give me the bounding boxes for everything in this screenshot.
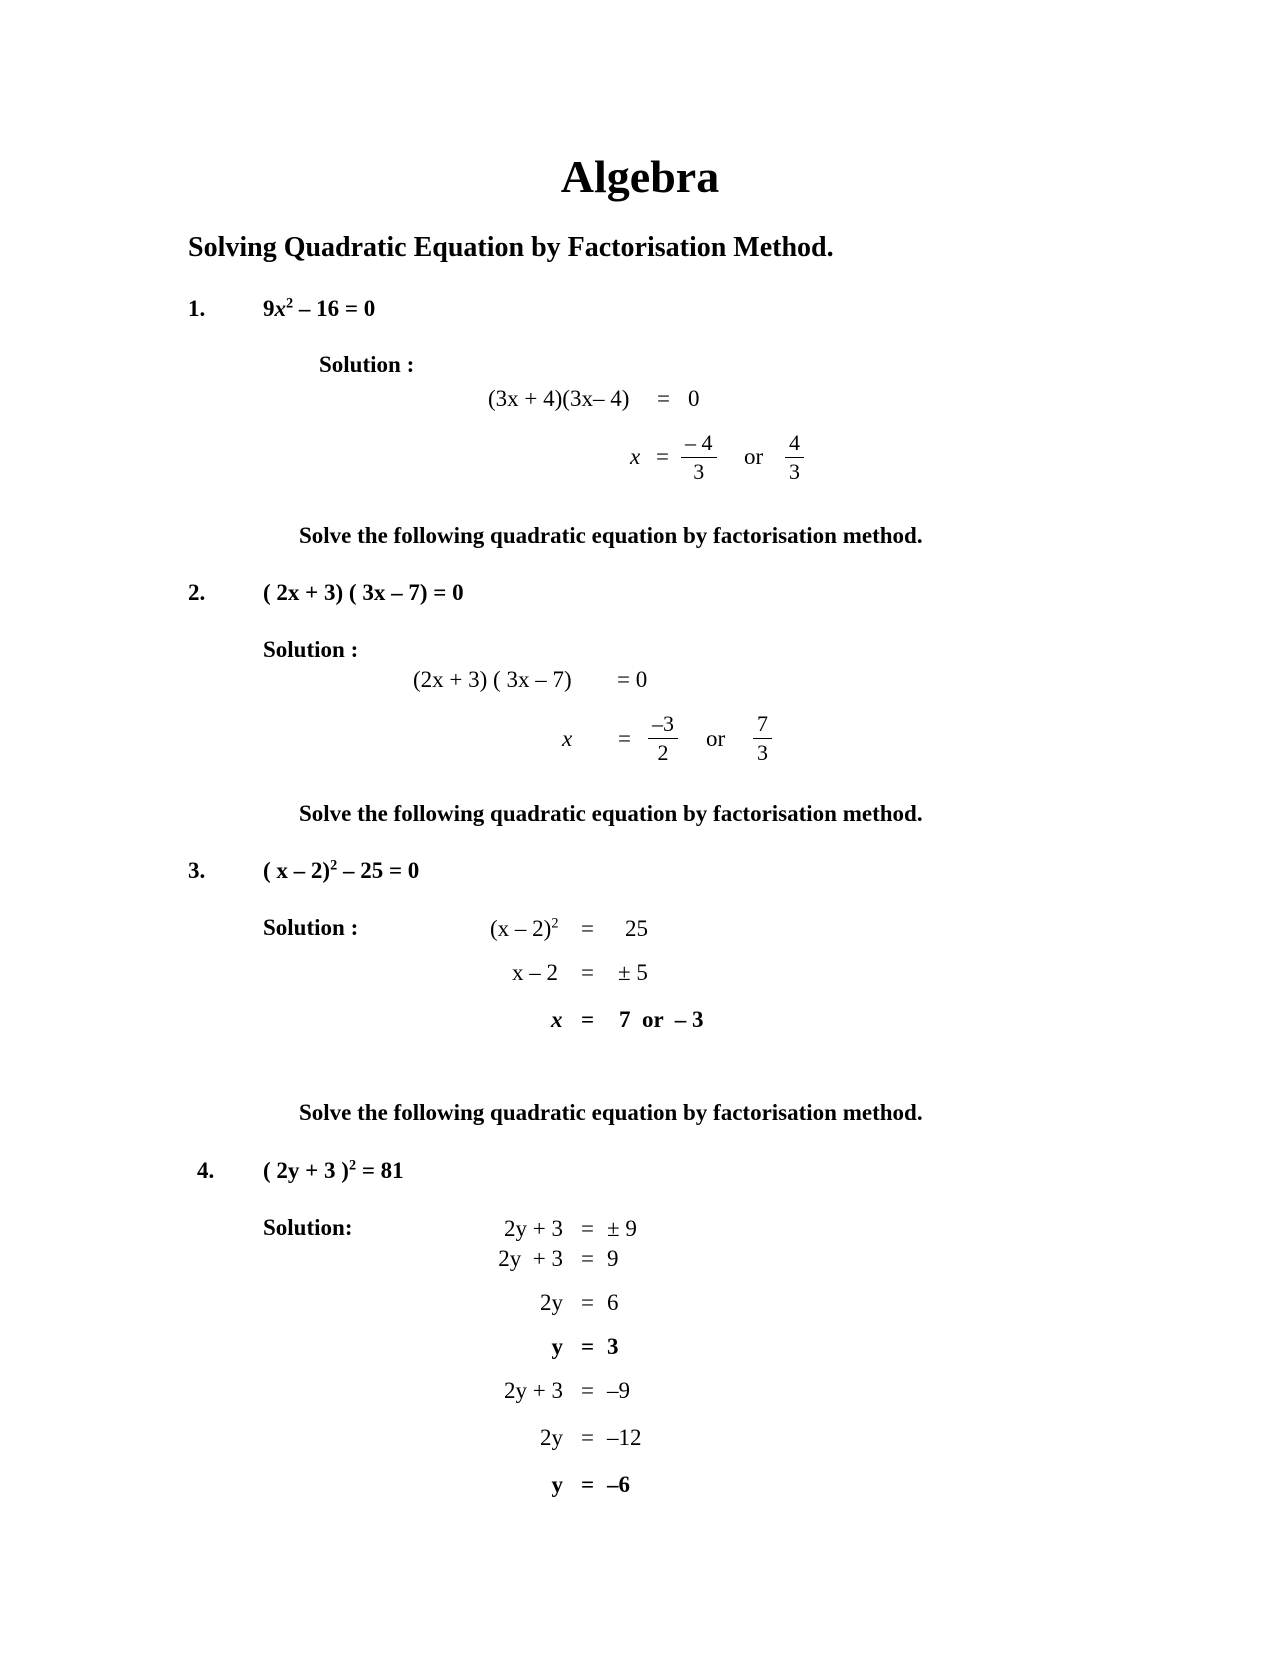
p2-step2-equals: =	[618, 726, 631, 751]
p4-step2-equals: =	[581, 1246, 594, 1271]
p3-step3-rhs: 7 or – 3	[619, 1007, 704, 1032]
section-subtitle: Solving Quadratic Equation by Factorisation Method.	[188, 232, 834, 263]
p4-step3-equals: =	[581, 1290, 594, 1315]
p4-step5-lhs: 2y + 3	[504, 1378, 563, 1403]
p4-step4-rhs: 3	[607, 1334, 619, 1359]
p3-step3-lhs: x	[551, 1007, 563, 1032]
p4-step1-equals: =	[581, 1216, 594, 1241]
p4-step5-rhs: –9	[607, 1378, 630, 1403]
p1-step1-lhs: (3x + 4)(3x– 4)	[488, 386, 630, 411]
p1-step1-equals: =	[657, 386, 670, 411]
p2-or: or	[706, 726, 726, 751]
p1-fraction-2: $\frac{4}{3}$	[785, 432, 804, 483]
p4-step2-rhs: 9	[607, 1246, 619, 1271]
p2-fraction-2: $\frac{7}{3}$	[753, 713, 772, 764]
p2-step2-lhs: x	[562, 726, 573, 751]
p4-step1-lhs: 2y + 3	[504, 1216, 563, 1241]
p4-step3-lhs: 2y	[540, 1290, 563, 1315]
problem-3-equation: ( x – 2)$^2$ – 25 = 0	[263, 857, 420, 883]
p4-step6-lhs: 2y	[540, 1425, 563, 1450]
p4-step1-rhs: ± 9	[607, 1216, 637, 1241]
problem-4-number: 4.	[197, 1158, 215, 1183]
problem-3-solution-label: Solution :	[263, 915, 359, 940]
p3-step1-equals: =	[581, 916, 594, 941]
problem-2-number: 2.	[188, 580, 206, 605]
p4-step6-rhs: –12	[607, 1425, 642, 1450]
p1-step1-rhs: 0	[688, 386, 700, 411]
instruction-3: Solve the following quadratic equation by factorisation method.	[299, 1100, 923, 1125]
problem-1-equation: $9x^2 - 16 = 0$	[263, 295, 376, 321]
p3-step2-rhs: ± 5	[618, 960, 648, 985]
p4-step4-lhs: y	[551, 1334, 563, 1359]
p1-or: or	[744, 444, 764, 469]
p3-step2-equals: =	[581, 960, 594, 985]
instruction-2: Solve the following quadratic equation by factorisation method.	[299, 801, 923, 826]
p1-step2-equals: =	[656, 444, 669, 469]
problem-1-number: 1.	[188, 296, 206, 321]
p3-step1-lhs: (x – 2)$^2$	[490, 915, 559, 941]
problem-2-solution-label: Solution :	[263, 637, 359, 662]
p4-step5-equals: =	[581, 1378, 594, 1403]
p1-step2-lhs: x	[630, 444, 641, 469]
p4-step7-equals: =	[581, 1472, 595, 1497]
p4-step3-rhs: 6	[607, 1290, 619, 1315]
instruction-1: Solve the following quadratic equation by factorisation method.	[299, 523, 923, 548]
problem-1-solution-label: Solution :	[319, 352, 415, 377]
p4-step4-equals: =	[581, 1334, 595, 1359]
problem-4-solution-label: Solution:	[263, 1215, 353, 1240]
p3-step3-equals: =	[581, 1007, 595, 1032]
page-title: Algebra	[560, 151, 720, 202]
p3-step1-rhs: 25	[625, 916, 648, 941]
p2-step1-lhs: (2x + 3) ( 3x – 7)	[413, 667, 572, 692]
p1-fraction-1: $\frac{- 4}{3}$	[681, 432, 717, 483]
p4-step2-lhs: 2y + 3	[498, 1246, 563, 1271]
p2-step1-rhs: = 0	[617, 667, 648, 692]
problem-3-number: 3.	[188, 858, 206, 883]
p2-fraction-1: $\frac{-3}{2}$	[648, 713, 678, 764]
p4-step7-lhs: y	[551, 1472, 563, 1497]
problem-4-equation: ( 2y + 3 )$^2$ = 81	[263, 1157, 404, 1183]
problem-2-equation: ( 2x + 3) ( 3x – 7) = 0	[263, 580, 464, 605]
p3-step2-lhs: x – 2	[512, 960, 558, 985]
p4-step7-rhs: –6	[607, 1472, 630, 1497]
p4-step6-equals: =	[581, 1425, 594, 1450]
